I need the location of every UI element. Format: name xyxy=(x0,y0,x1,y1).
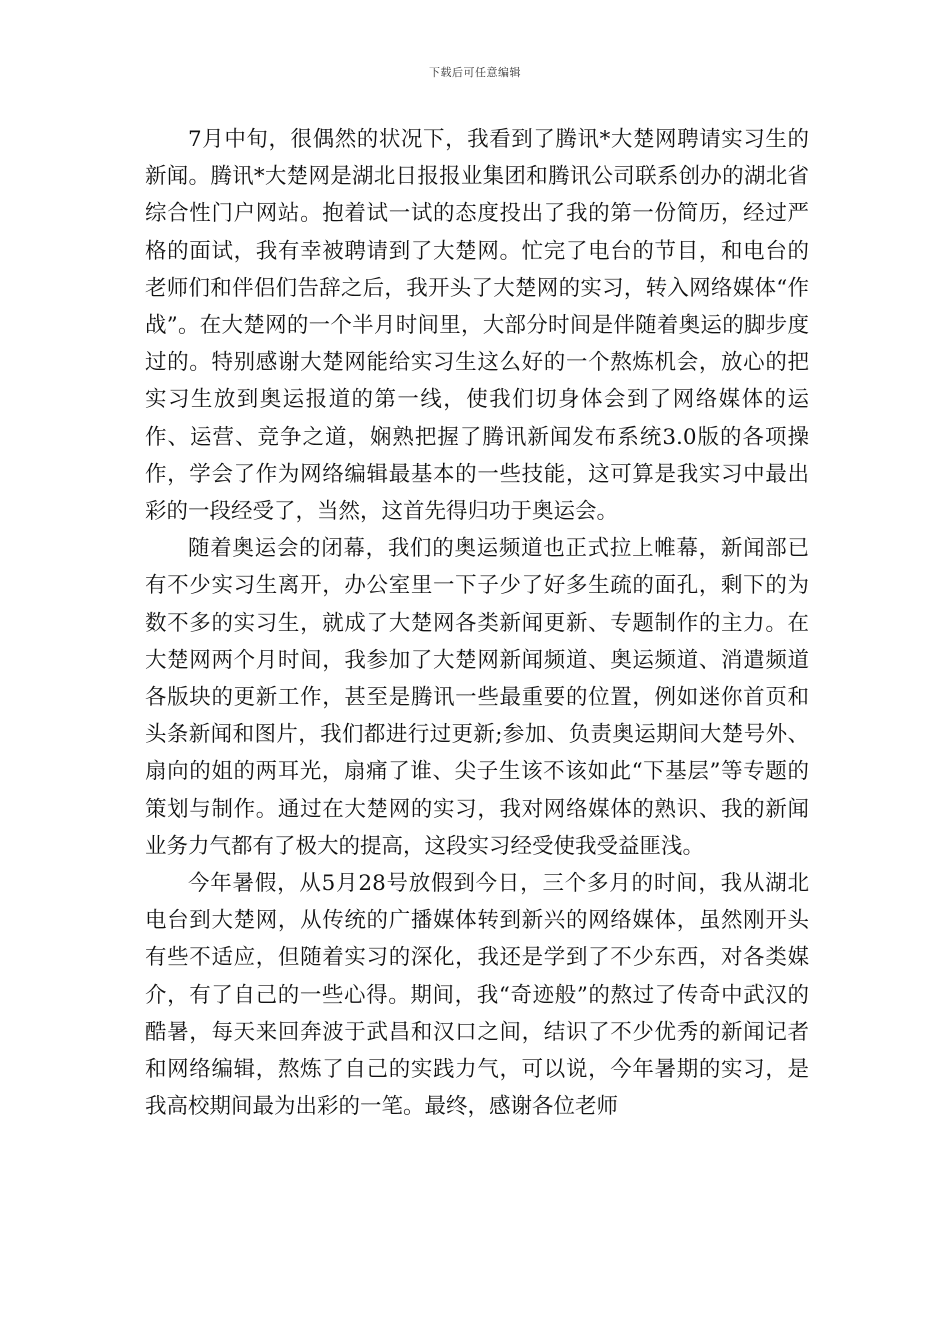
document-body xyxy=(145,121,809,1125)
paragraph-1: 7月中旬，很偶然的状况下，我看到了腾讯*大楚网聘请实习生的新闻。腾讯*大楚网是湖北日报报业集团和腾讯公司联系创办的湖北省综合性门户网站。抱着试一试的态度投出了我的第一份简历，经过严格的面试，我有幸被聘请到了大楚网。忙完了电台的节目，和电台的老师们和伴侣们告辞之后，我开头了大楚网的实习，转入网络媒体“作战”。在大楚网的一个半月时间里，大部分时间是伴随着奥运的脚步度过的。特别感谢大楚网能给实习生这么好的一个熬炼机会，放心的把实习生放到奥运报道的第一线，使我们切身体会到了网络媒体的运作、运营、竞争之道，娴熟把握了腾讯新闻发布系统3.0版的各项操作，学会了作为网络编辑最基本的一些技能，这可算是我实习中最出彩的一段经受了，当然，这首先得归功于奥运会。 xyxy=(145,127,809,525)
paragraph-3: 今年暑假，从5月28号放假到今日，三个多月的时间，我从湖北电台到大楚网，从传统的广播媒体转到新兴的网络媒体，虽然刚开头有些不适应，但随着实习的深化，我还是学到了不少东西，对各类媒介，有了自己的一些心得。期间，我“奇迹般”的熬过了传奇中武汉的酷暑，每天来回奔波于武昌和汉口之间，结识了不少优秀的新闻记者和网络编辑，熬炼了自己的实践力气，可以说，今年暑期的实习，是我高校期间最为出彩的一笔。最终，感谢各位老师 xyxy=(145,871,809,1120)
header-note: 下载后可任意编辑 xyxy=(429,66,521,79)
paragraph-2: 随着奥运会的闭幕，我们的奥运频道也正式拉上帷幕，新闻部已有不少实习生离开，办公室里一下子少了好多生疏的面孔，剩下的为数不多的实习生，就成了大楚网各类新闻更新、专题制作的主力。在大楚网两个月时间，我参加了大楚网新闻频道、奥运频道、消遣频道各版块的更新工作，甚至是腾讯一些最重要的位置，例如迷你首页和头条新闻和图片，我们都进行过更新;参加、负责奥运期间大楚号外、扇向的姐的两耳光，扇痛了谁、尖子生该不该如此“下基层”等专题的策划与制作。通过在大楚网的实习，我对网络媒体的熟识、我的新闻业务力气都有了极大的提高，这段实习经受使我受益匪浅。 xyxy=(145,536,809,859)
